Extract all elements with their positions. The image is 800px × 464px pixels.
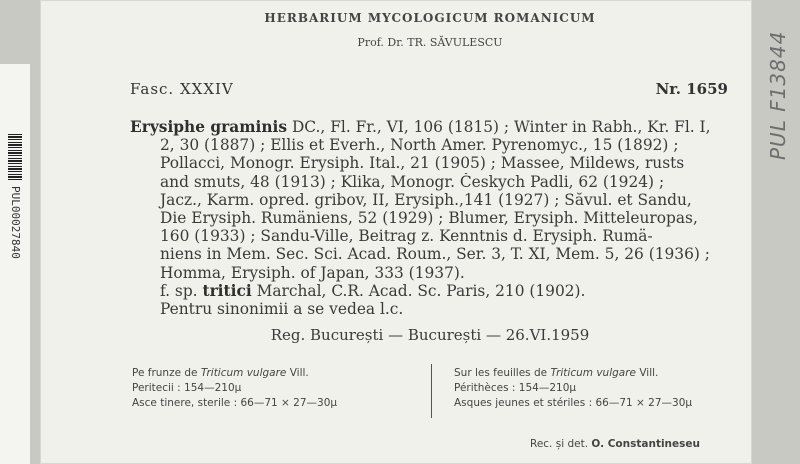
synonymy-note: Pentru sinonimii a se vedea l.c. [160,299,404,318]
barcode-strip [0,64,30,464]
host-line-ro: Pe frunze de Triticum vulgare Vill. [132,367,309,379]
herbarium-editor: Prof. Dr. TR. SĂVULESCU [357,36,503,49]
host-line-fr: Sur les feuilles de Triticum vulgare Vill. [454,367,659,379]
locality-date: Reg. București — București — 26.VI.1959 [270,326,590,344]
citation-line: 160 (1933) ; Sandu-Ville, Beitrag z. Kenntnis d. Erysiph. Rumä- [160,227,653,246]
forma-specialis-line: f. sp. tritici Marchal, C.R. Acad. Sc. Paris, 210 (1902). [160,281,586,300]
citation-line: Die Erysiph. Rumäniens, 52 (1929) ; Blumer, Erysiph. Mitteleuropas, [160,208,698,227]
asci-ro: Asce tinere, sterile : 66—71 × 27—30µ [132,397,338,409]
collector-name: O. Constantineseu [591,438,700,450]
romanian-description [132,366,422,411]
collector-credit: Rec. și det. O. Constantineseu [530,438,700,450]
forma-specialis-name: tritici [202,281,252,300]
french-description [454,366,744,411]
citation-line: 2, 30 (1887) ; Ellis et Everh., North Amer. Pyrenomyc., 15 (1892) ; [160,136,679,155]
citation-line: Jacz., Karm. opred. gribov, II, Erysiph.,141 (1927) ; Săvul. et Sandu, [160,190,692,209]
herbarium-title: HERBARIUM MYCOLOGICUM ROMANICUM [264,11,596,25]
exsiccata-number: Nr. 1659 [655,80,728,98]
citation-line: Pollacci, Monogr. Erysiph. Ital., 21 (1905) ; Massee, Mildews, rusts [160,154,685,173]
species-name: Erysiphe graminis [130,118,288,136]
citation-line-1: Erysiphe graminis DC., Fl. Fr., VI, 106 (1815) ; Winter in Rabh., Kr. Fl. I, [130,118,711,136]
citation-line: niens in Mem. Sec. Sci. Acad. Roum., Ser. 3, T. XI, Mem. 5, 26 (1936) ; [160,245,710,264]
citation-line: Homma, Erysiph. of Japan, 333 (1937). [160,263,465,282]
perithecia-ro: Peritecii : 154—210µ [132,382,242,394]
perithecia-fr: Périthèces : 154—210µ [454,382,577,394]
handwritten-accession: PUL F13844 [766,30,790,160]
barcode-text: PUL00027840 [9,186,22,259]
citation-line: and smuts, 48 (1913) ; Klika, Monogr. Českych Padli, 62 (1924) ; [160,172,665,191]
barcode-image [8,134,22,182]
fascicle-number: Fasc. XXXIV [130,80,234,98]
species-citation [130,118,730,318]
column-divider [431,364,432,418]
asci-fr: Asques jeunes et stériles : 66—71 × 27—30µ [454,397,693,409]
